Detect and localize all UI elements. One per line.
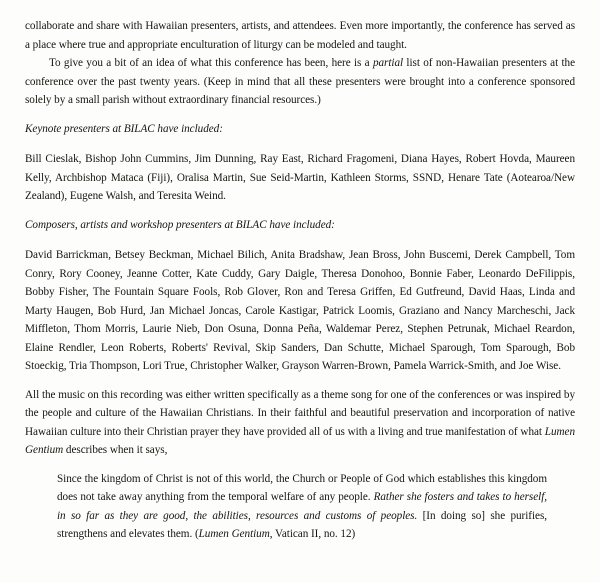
paragraph-partial-list xyxy=(25,54,575,110)
text-run: All the music on this recording was either written specifically as a theme song for one of the conferences or was inspired by the people and culture of the Hawaiian Christians. In their faithful and beautiful preservation and incorporation of native Hawaiian culture into their Christian prayer they have provided all of us with a living and true manifestation of what xyxy=(25,388,575,438)
italic-word-partial: partial xyxy=(372,57,404,69)
heading-keynote-presenters: Keynote presenters at BILAC have included: xyxy=(25,122,223,135)
paragraph-keynote-list: Bill Cieslak, Bishop John Cummins, Jim Dunning, Ray East, Richard Fragomeni, Diana Hayes, Robert Hovda, Maureen Kelly, Archbishop Mataca (Fiji), Oralisa Martin, Sue Seid-Martin, Kathleen Storms, SSND, Henare Tate (Aotearoa/New Zealand), Eugene Walsh, and Teresita Weind. xyxy=(25,153,575,202)
text-run: To give you a bit of an idea of what this conference has been, here is a xyxy=(49,57,373,69)
text-run: , Vatican II, no. 12) xyxy=(269,528,356,540)
blockquote-lumen-gentium xyxy=(57,470,547,544)
italic-quote-run: Rather she fosters and takes to herself, in so far as they are good, the abilities, resources and customs of peoples. xyxy=(57,491,548,522)
italic-title-lumen-gentium: Lumen Gentium xyxy=(25,425,575,456)
paragraph-collaborate: collaborate and share with Hawaiian presenters, artists, and attendees. Even more importantly, the conference has served as a place where true and appropriate enculturation of liturgy can be modeled and taught. xyxy=(25,20,575,51)
paragraph-composers-list: David Barrickman, Betsey Beckman, Michael Bilich, Anita Bradshaw, Jean Bross, John Buscemi, Derek Campbell, Tom Conry, Rory Cooney, Jeanne Cotter, Kate Cuddy, Gary Daigle, Theresa Donohoo, Bonnie Faber, Leonardo DeFilippis, Bobby Fisher, The Fountain Square Fools, Rob Glover, Ron and Teresa Griffen, Ed Gutfreund, David Haas, Linda and Marty Haugen, Bob Hurd, Jan Michael Joncas, Carole Kastigar, Patrick Loomis, Graziano and Nancy Marcheschi, Jack Miffleton, Thom Morris, Laurie Nieb, Don Osuna, Donna Peña, Waldemar Perez, Stephen Petrunak, Michael Reardon, Elaine Rendler, Leon Roberts, Roberts' Revival, Skip Sanders, Dan Schutte, Michael Sparough, Tom Sparough, Bob Stoeckig, Tria Thompson, Lori True, Christopher Walker, Grayson Warren-Brown, Pamela Warrick-Smith, and Joe Wise. xyxy=(25,249,575,372)
italic-title-lumen-gentium: Lumen Gentium xyxy=(198,528,270,540)
paragraph-music-description xyxy=(25,386,575,460)
text-run: Since the kingdom of Christ is not of this world, the Church or People of God which establishes this kingdom does not take away anything from the temporal welfare of any people. xyxy=(57,472,547,503)
text-run: describes when it says, xyxy=(63,444,168,456)
text-run: [In doing so] she purifies, strengthens and elevates them. ( xyxy=(57,509,547,540)
heading-composers-presenters: Composers, artists and workshop presenters at BILAC have included: xyxy=(25,218,335,231)
text-run: list of non-Hawaiian presenters at the conference over the past twenty years. (Keep in mind that all these presenters were brought into a conference sponsored solely by a small parish without extraordinary financial resources.) xyxy=(25,57,575,106)
